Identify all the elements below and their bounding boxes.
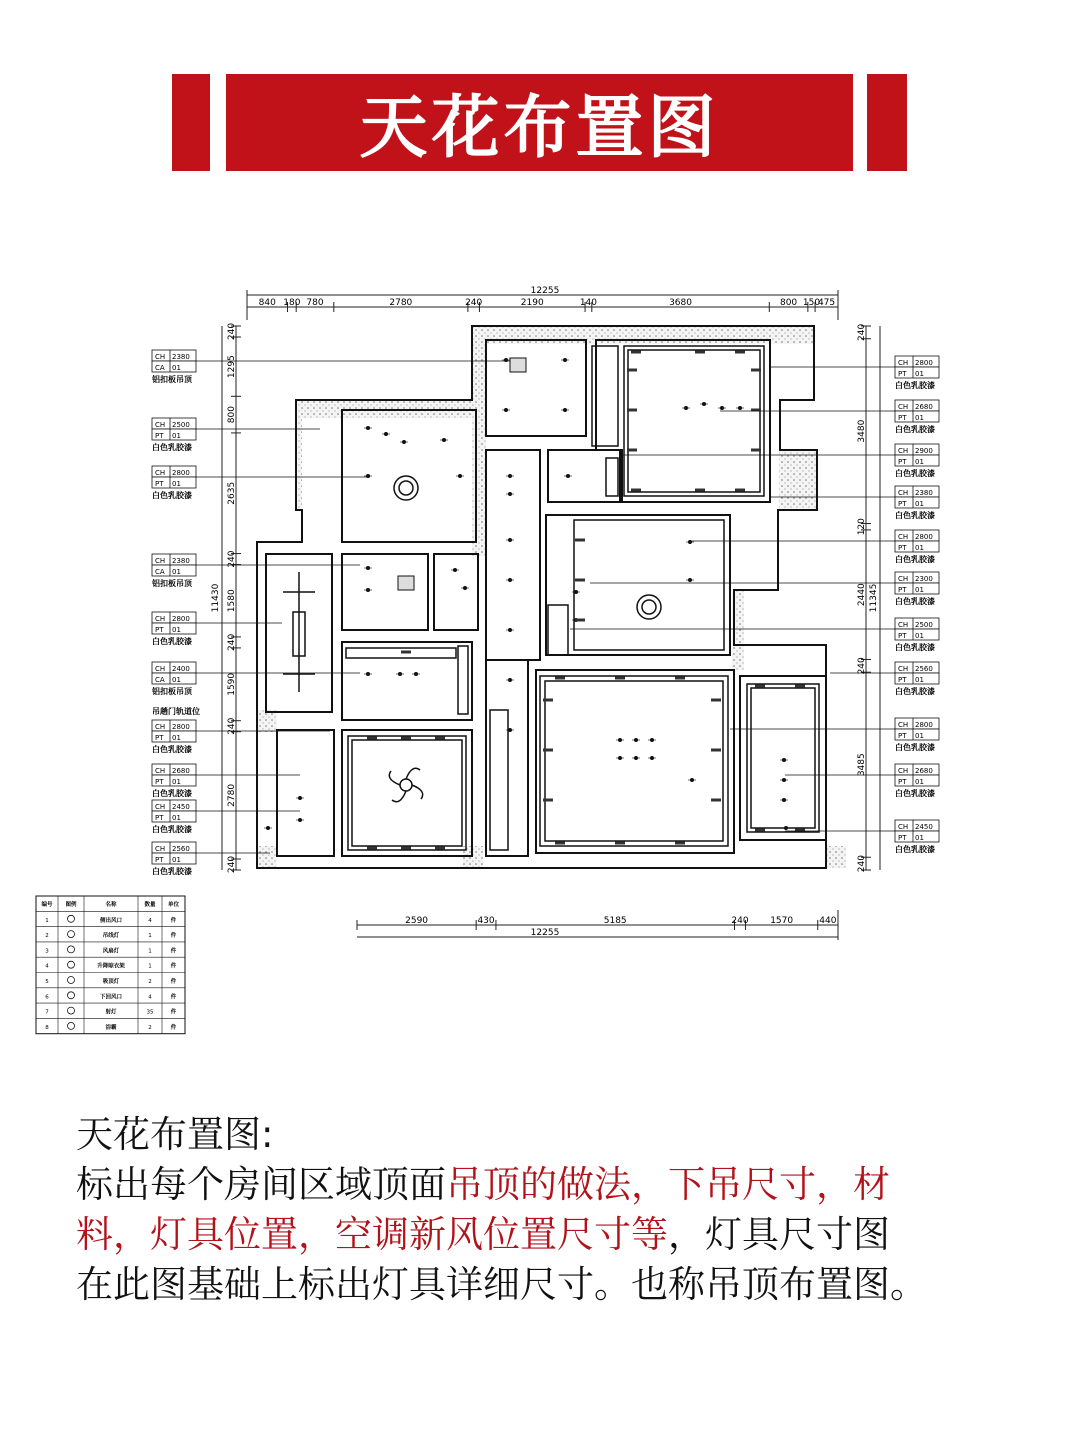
slot-vent-icon xyxy=(367,737,377,740)
sliding-door-track-note: 吊趟门轨道位 xyxy=(152,707,200,716)
tag-code: PT xyxy=(898,544,907,552)
tag-code: CA xyxy=(155,364,165,372)
tag-material-code: 01 xyxy=(172,734,181,742)
dimension-label: 240 xyxy=(857,657,867,675)
legend-quantity: 4 xyxy=(148,917,152,924)
ceiling-plan-drawing xyxy=(0,280,1080,1040)
tag-material-code: 01 xyxy=(172,364,181,372)
tag-material-label: 白色乳胶漆 xyxy=(895,425,935,434)
dimension-label: 240 xyxy=(465,298,483,308)
slot-vent-icon xyxy=(627,409,637,412)
tag-height: 2560 xyxy=(915,665,933,673)
dimension-label: 3480 xyxy=(857,419,867,443)
bottom-dimension-chain xyxy=(357,910,838,940)
tag-material-label: 白色乳胶漆 xyxy=(895,643,935,652)
legend-number: 2 xyxy=(45,933,49,940)
legend-unit: 件 xyxy=(170,1009,177,1016)
tag-code: CH xyxy=(155,557,166,565)
tag-code: PT xyxy=(155,626,164,634)
dimension-label: 440 xyxy=(819,916,837,926)
ceiling-height-tag xyxy=(152,418,196,452)
tag-height: 2800 xyxy=(915,533,933,541)
slot-vent-icon xyxy=(401,737,411,740)
tag-material-code: 01 xyxy=(172,432,181,440)
tag-code: PT xyxy=(155,778,164,786)
ceiling-height-tag xyxy=(151,662,196,696)
tag-code: CH xyxy=(898,533,909,541)
slot-vent-icon xyxy=(631,351,641,354)
slot-vent-icon xyxy=(435,847,445,850)
tag-code: CH xyxy=(155,803,166,811)
dimension-label: 3485 xyxy=(857,753,867,777)
tag-material-code: 01 xyxy=(915,732,924,740)
tag-height: 2800 xyxy=(172,723,190,731)
legend-number: 3 xyxy=(45,948,49,955)
tag-material-code: 01 xyxy=(915,500,924,508)
slot-vent-icon xyxy=(751,449,761,452)
dimension-label: 180 xyxy=(283,298,301,308)
slot-vent-icon xyxy=(615,677,625,680)
tag-material-code: 01 xyxy=(915,676,924,684)
legend-quantity: 2 xyxy=(148,1024,152,1031)
description-highlight: 料，灯具位置，空调新风位置尺寸等 xyxy=(76,1213,668,1256)
fan-lamp-icon xyxy=(389,768,422,801)
tag-material-label: 白色乳胶漆 xyxy=(152,825,192,834)
legend-name: 侧出风口 xyxy=(99,917,123,924)
tag-code: PT xyxy=(155,814,164,822)
tag-material-code: 01 xyxy=(915,370,924,378)
tag-material-label: 白色乳胶漆 xyxy=(152,443,192,452)
dimension-label: 2780 xyxy=(389,298,413,308)
tag-material-code: 01 xyxy=(172,568,181,576)
description-highlight: 吊顶的做法，下吊尺寸，材 xyxy=(446,1163,890,1206)
tag-code: PT xyxy=(155,432,164,440)
dimension-label: 240 xyxy=(857,323,867,341)
tag-code: CH xyxy=(898,767,909,775)
legend-number: 6 xyxy=(45,994,49,1001)
legend-name: 浴霸 xyxy=(105,1024,117,1031)
tag-material-label: 白色乳胶漆 xyxy=(895,743,935,752)
dimension-label: 1590 xyxy=(227,672,237,696)
legend-number: 1 xyxy=(45,917,49,924)
legend-unit: 件 xyxy=(170,963,177,970)
tag-material-code: 01 xyxy=(915,632,924,640)
ceiling-height-tag xyxy=(895,820,939,854)
tag-height: 2900 xyxy=(915,447,933,455)
tag-material-label: 白色乳胶漆 xyxy=(895,381,935,390)
dimension-label: 840 xyxy=(258,298,276,308)
legend-unit: 件 xyxy=(170,948,177,955)
legend-quantity: 2 xyxy=(148,979,152,985)
title-banner xyxy=(226,74,853,171)
tag-code: PT xyxy=(898,458,907,466)
legend-unit: 件 xyxy=(170,979,177,985)
tag-code: CH xyxy=(155,845,166,853)
ceiling-height-tag xyxy=(895,400,939,434)
slot-vent-icon xyxy=(755,685,765,688)
tag-code: CH xyxy=(155,665,166,673)
slot-vent-icon xyxy=(735,489,745,492)
tag-code: CH xyxy=(155,353,166,361)
legend-name: 射灯 xyxy=(105,1009,117,1016)
legend-header: 名称 xyxy=(105,902,117,908)
tag-height: 2560 xyxy=(172,845,190,853)
tag-height: 2800 xyxy=(172,469,190,477)
tag-material-label: 白色乳胶漆 xyxy=(152,867,192,876)
ceiling-height-tag xyxy=(151,554,196,588)
slot-vent-icon xyxy=(543,699,553,702)
description-block xyxy=(76,1110,1036,1310)
dimension-label: 240 xyxy=(731,916,749,926)
legend-header: 图例 xyxy=(65,902,77,908)
tag-code: PT xyxy=(898,500,907,508)
legend-name: 吸顶灯 xyxy=(102,979,120,985)
slot-vent-icon xyxy=(711,799,721,802)
tag-height: 2680 xyxy=(915,767,933,775)
tag-height: 2680 xyxy=(172,767,190,775)
slot-vent-icon xyxy=(627,369,637,372)
tag-material-code: 01 xyxy=(915,586,924,594)
tag-code: PT xyxy=(898,676,907,684)
legend-number: 8 xyxy=(45,1024,49,1031)
slot-vent-icon xyxy=(615,842,625,845)
legend-name: 风扇灯 xyxy=(102,948,120,955)
tag-code: CH xyxy=(898,621,909,629)
tag-code: CH xyxy=(898,721,909,729)
tag-material-code: 01 xyxy=(915,414,924,422)
tag-material-label: 白色乳胶漆 xyxy=(895,845,935,854)
tag-material-code: 01 xyxy=(915,778,924,786)
legend-quantity: 1 xyxy=(148,963,152,970)
legend-unit: 件 xyxy=(170,917,177,924)
legend-name: 吊线灯 xyxy=(102,933,120,940)
ceiling-height-tag xyxy=(895,662,939,696)
right-total-dimension: 11345 xyxy=(869,583,879,613)
legend-quantity: 4 xyxy=(148,994,152,1001)
tag-material-code: 01 xyxy=(915,834,924,842)
legend-number: 7 xyxy=(45,1009,49,1016)
ceiling-height-tag xyxy=(895,444,939,478)
slot-vent-icon xyxy=(755,829,765,832)
legend-unit: 件 xyxy=(170,1024,177,1031)
tag-material-code: 01 xyxy=(915,544,924,552)
tag-material-label: 白色乳胶漆 xyxy=(895,789,935,798)
dimension-label: 1295 xyxy=(227,355,237,379)
legend-header: 编号 xyxy=(41,902,53,908)
slot-vent-icon xyxy=(735,351,745,354)
dimension-label: 240 xyxy=(227,322,237,341)
fixture-legend-table xyxy=(36,896,185,1034)
dimension-label: 2635 xyxy=(227,481,237,505)
tag-height: 2800 xyxy=(915,721,933,729)
walls xyxy=(257,326,846,868)
dimension-label: 150 xyxy=(802,298,821,308)
legend-unit: 件 xyxy=(170,933,177,940)
tag-code: CH xyxy=(898,489,909,497)
dimension-label: 430 xyxy=(477,916,495,926)
page-title: 天花布置图 xyxy=(359,89,720,168)
slot-vent-icon xyxy=(575,579,585,582)
tag-height: 2800 xyxy=(915,359,933,367)
tag-code: PT xyxy=(898,632,907,640)
tag-code: PT xyxy=(155,480,164,488)
ceiling-height-tag xyxy=(152,842,196,876)
tag-code: CH xyxy=(898,665,909,673)
slot-vent-icon xyxy=(795,685,805,688)
legend-header: 单位 xyxy=(167,902,180,908)
ceiling-height-tag xyxy=(895,530,939,564)
slot-vent-icon xyxy=(575,619,585,622)
dimension-label: 2440 xyxy=(857,583,867,607)
ceiling-height-tag xyxy=(151,350,196,384)
slot-vent-icon xyxy=(675,842,685,845)
slot-vent-icon xyxy=(695,351,705,354)
ceiling-height-tag xyxy=(152,466,196,500)
tag-material-label: 铝扣板吊顶 xyxy=(152,375,192,384)
ceiling-height-tag xyxy=(895,618,939,652)
tag-code: CH xyxy=(898,575,909,583)
description-text: 在此图基础上标出灯具详细尺寸。也称吊顶布置图。 xyxy=(76,1263,927,1306)
tag-code: PT xyxy=(898,732,907,740)
ceiling-height-tag xyxy=(895,356,939,390)
tag-code: PT xyxy=(155,856,164,864)
slot-vent-icon xyxy=(675,677,685,680)
ceiling-height-tag xyxy=(895,764,939,798)
slot-vent-icon xyxy=(555,677,565,680)
tag-material-label: 白色乳胶漆 xyxy=(895,687,935,696)
legend-quantity: 35 xyxy=(146,1009,154,1016)
slot-vent-icon xyxy=(401,651,411,654)
ceiling-height-tag xyxy=(152,612,196,646)
dimension-label: 240 xyxy=(857,855,867,873)
tag-material-code: 01 xyxy=(172,480,181,488)
slot-vent-icon xyxy=(751,369,761,372)
tag-code: CA xyxy=(155,568,165,576)
dimension-label: 1580 xyxy=(227,589,237,613)
dimension-label: 2190 xyxy=(520,298,544,308)
top-total-dimension: 12255 xyxy=(530,286,560,296)
tag-code: CH xyxy=(898,447,909,455)
tag-code: CH xyxy=(155,469,166,477)
slot-vent-icon xyxy=(401,847,411,850)
slot-vent-icon xyxy=(543,749,553,752)
dimension-label: 140 xyxy=(579,298,598,308)
tag-code: CH xyxy=(898,403,909,411)
dimension-label: 5185 xyxy=(603,916,627,926)
dimension-label: 780 xyxy=(306,298,324,308)
tag-code: PT xyxy=(898,414,907,422)
tag-material-code: 01 xyxy=(172,856,181,864)
legend-quantity: 1 xyxy=(148,933,152,940)
right-ceiling-tags xyxy=(895,356,939,854)
tag-height: 2500 xyxy=(915,621,933,629)
tag-height: 2450 xyxy=(915,823,933,831)
tag-material-label: 白色乳胶漆 xyxy=(895,555,935,564)
tag-material-label: 铝扣板吊顶 xyxy=(152,687,192,696)
slot-vent-icon xyxy=(695,489,705,492)
tag-height: 2380 xyxy=(172,353,190,361)
dimension-label: 120 xyxy=(857,518,867,536)
slot-vent-icon xyxy=(367,847,377,850)
tag-code: PT xyxy=(898,834,907,842)
tag-height: 2680 xyxy=(915,403,933,411)
tag-code: PT xyxy=(898,586,907,594)
dimension-label: 475 xyxy=(817,298,836,308)
ceiling-height-tag xyxy=(895,486,939,520)
legend-number: 5 xyxy=(45,979,49,985)
legend-name: 下回风口 xyxy=(99,994,123,1001)
slot-vent-icon xyxy=(631,489,641,492)
slot-vent-icon xyxy=(575,539,585,542)
dimension-label: 1570 xyxy=(770,916,794,926)
tag-material-code: 01 xyxy=(172,814,181,822)
tag-material-label: 白色乳胶漆 xyxy=(152,637,192,646)
heater-icon xyxy=(398,358,526,590)
dimension-label: 240 xyxy=(227,633,237,652)
tag-material-code: 01 xyxy=(172,676,181,684)
legend-quantity: 1 xyxy=(148,948,152,955)
legend-header: 数量 xyxy=(144,902,156,908)
ceiling-height-tag xyxy=(152,800,196,834)
lift-rack-icon xyxy=(283,572,315,692)
ceiling-height-tag xyxy=(152,720,196,754)
tag-material-code: 01 xyxy=(172,778,181,786)
tag-material-label: 白色乳胶漆 xyxy=(152,745,192,754)
ceiling-height-tag xyxy=(152,764,196,798)
description-text: ，灯具尺寸图 xyxy=(668,1213,890,1256)
banner-left-accent xyxy=(172,74,210,171)
tag-height: 2800 xyxy=(172,615,190,623)
tag-material-label: 白色乳胶漆 xyxy=(895,597,935,606)
dimension-label: 240 xyxy=(227,550,237,568)
tag-height: 2300 xyxy=(915,575,933,583)
tag-code: PT xyxy=(898,778,907,786)
tag-material-label: 白色乳胶漆 xyxy=(895,511,935,520)
ceiling-height-tag xyxy=(895,572,939,606)
slot-vent-icon xyxy=(627,449,637,452)
legend-name: 升降晾衣架 xyxy=(97,963,125,970)
tag-code: CA xyxy=(155,676,165,684)
tag-height: 2380 xyxy=(915,489,933,497)
slot-vent-icon xyxy=(555,842,565,845)
left-total-dimension: 11430 xyxy=(211,583,221,613)
legend-number: 4 xyxy=(45,963,49,970)
tag-height: 2400 xyxy=(172,665,190,673)
tag-height: 2380 xyxy=(172,557,190,565)
ceiling-trays xyxy=(346,346,819,850)
dimension-label: 2590 xyxy=(405,916,429,926)
left-ceiling-tags xyxy=(151,350,196,876)
description-heading: 天花布置图: xyxy=(76,1113,274,1156)
tag-material-label: 白色乳胶漆 xyxy=(152,789,192,798)
tag-code: CH xyxy=(155,723,166,731)
tag-height: 2500 xyxy=(172,421,190,429)
banner-right-accent xyxy=(867,74,907,171)
dimension-label: 3680 xyxy=(669,298,692,308)
legend-unit: 件 xyxy=(170,994,177,1001)
tag-code: CH xyxy=(155,421,166,429)
slot-vent-icon xyxy=(711,699,721,702)
slot-vent-icon xyxy=(435,737,445,740)
dimension-label: 2780 xyxy=(227,783,237,807)
tag-code: PT xyxy=(898,370,907,378)
slot-vent-icon xyxy=(711,749,721,752)
description-text: 标出每个房间区域顶面 xyxy=(76,1163,446,1206)
slot-vent-icon xyxy=(543,799,553,802)
dimension-label: 800 xyxy=(779,298,798,308)
tag-code: CH xyxy=(155,767,166,775)
tag-code: CH xyxy=(155,615,166,623)
tag-material-label: 铝扣板吊顶 xyxy=(152,579,192,588)
dimension-label: 800 xyxy=(227,406,237,424)
tag-code: CH xyxy=(898,823,909,831)
ceiling-height-tag xyxy=(895,718,939,752)
dimension-label: 240 xyxy=(227,717,237,735)
tag-material-label: 白色乳胶漆 xyxy=(895,469,935,478)
tag-code: CH xyxy=(898,359,909,367)
dimension-label: 240 xyxy=(227,855,237,874)
tag-material-code: 01 xyxy=(915,458,924,466)
tag-material-label: 白色乳胶漆 xyxy=(152,491,192,500)
tag-height: 2450 xyxy=(172,803,190,811)
tag-material-code: 01 xyxy=(172,626,181,634)
tag-code: PT xyxy=(155,734,164,742)
bottom-total-dimension: 12255 xyxy=(530,928,560,938)
